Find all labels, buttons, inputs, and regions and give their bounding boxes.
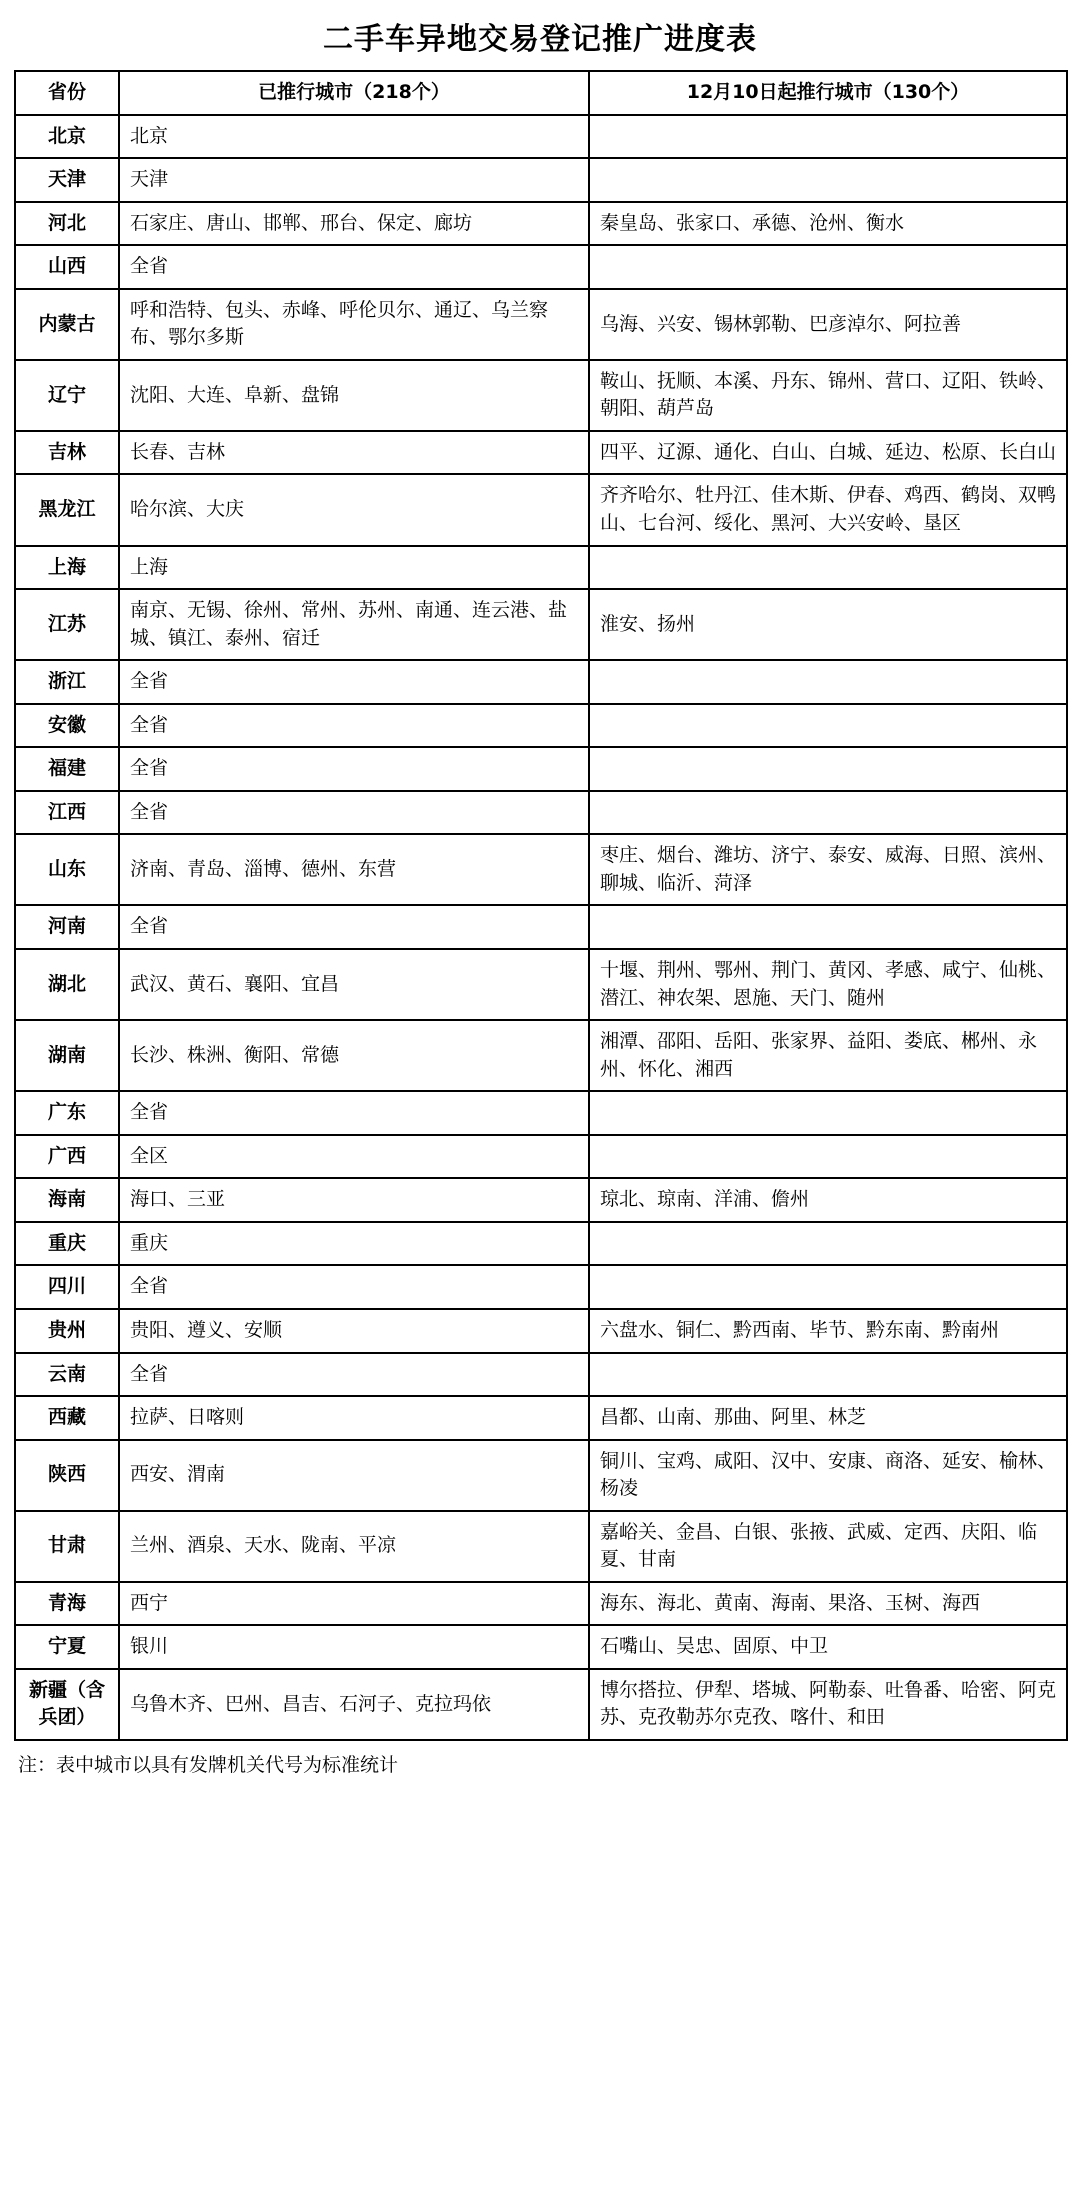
table-row bbox=[15, 546, 1067, 590]
cell-upcoming-cities: 鞍山、抚顺、本溪、丹东、锦州、营口、辽阳、铁岭、朝阳、葫芦岛 bbox=[589, 360, 1067, 431]
cell-province: 内蒙古 bbox=[15, 289, 119, 360]
table-row bbox=[15, 1020, 1067, 1091]
table-row bbox=[15, 1353, 1067, 1397]
cell-done-cities: 沈阳、大连、阜新、盘锦 bbox=[119, 360, 589, 431]
cell-upcoming-cities: 铜川、宝鸡、咸阳、汉中、安康、商洛、延安、榆林、杨凌 bbox=[589, 1440, 1067, 1511]
cell-done-cities: 海口、三亚 bbox=[119, 1178, 589, 1222]
progress-table bbox=[14, 70, 1068, 1741]
cell-upcoming-cities bbox=[589, 1222, 1067, 1266]
table-row bbox=[15, 474, 1067, 545]
table-row bbox=[15, 1222, 1067, 1266]
column-header-province: 省份 bbox=[15, 71, 119, 115]
cell-done-cities: 哈尔滨、大庆 bbox=[119, 474, 589, 545]
table-row bbox=[15, 704, 1067, 748]
cell-done-cities: 贵阳、遵义、安顺 bbox=[119, 1309, 589, 1353]
cell-province: 广东 bbox=[15, 1091, 119, 1135]
cell-done-cities: 武汉、黄石、襄阳、宜昌 bbox=[119, 949, 589, 1020]
table-row bbox=[15, 589, 1067, 660]
table-row bbox=[15, 1440, 1067, 1511]
cell-province: 云南 bbox=[15, 1353, 119, 1397]
cell-province: 山东 bbox=[15, 834, 119, 905]
cell-done-cities: 呼和浩特、包头、赤峰、呼伦贝尔、通辽、乌兰察布、鄂尔多斯 bbox=[119, 289, 589, 360]
table-row bbox=[15, 1582, 1067, 1626]
cell-province: 青海 bbox=[15, 1582, 119, 1626]
column-header-done-cities: 已推行城市（218个） bbox=[119, 71, 589, 115]
table-row bbox=[15, 905, 1067, 949]
table-row bbox=[15, 289, 1067, 360]
table-row bbox=[15, 1309, 1067, 1353]
table-header-row bbox=[15, 71, 1067, 115]
cell-upcoming-cities bbox=[589, 905, 1067, 949]
table-note: 注：表中城市以具有发牌机关代号为标准统计 bbox=[18, 1753, 399, 1776]
cell-upcoming-cities: 枣庄、烟台、潍坊、济宁、泰安、威海、日照、滨州、聊城、临沂、菏泽 bbox=[589, 834, 1067, 905]
cell-done-cities: 乌鲁木齐、巴州、昌吉、石河子、克拉玛依 bbox=[119, 1669, 589, 1740]
cell-upcoming-cities bbox=[589, 1135, 1067, 1179]
cell-upcoming-cities bbox=[589, 1265, 1067, 1309]
cell-province: 新疆（含兵团） bbox=[15, 1669, 119, 1740]
cell-done-cities: 长沙、株洲、衡阳、常德 bbox=[119, 1020, 589, 1091]
cell-province: 山西 bbox=[15, 245, 119, 289]
cell-province: 海南 bbox=[15, 1178, 119, 1222]
cell-upcoming-cities: 六盘水、铜仁、黔西南、毕节、黔东南、黔南州 bbox=[589, 1309, 1067, 1353]
cell-upcoming-cities: 昌都、山南、那曲、阿里、林芝 bbox=[589, 1396, 1067, 1440]
table-row bbox=[15, 1178, 1067, 1222]
table-body bbox=[15, 115, 1067, 1740]
cell-upcoming-cities: 齐齐哈尔、牡丹江、佳木斯、伊春、鸡西、鹤岗、双鸭山、七台河、绥化、黑河、大兴安岭、垦区 bbox=[589, 474, 1067, 545]
cell-province: 湖北 bbox=[15, 949, 119, 1020]
table-row bbox=[15, 202, 1067, 246]
cell-province: 江苏 bbox=[15, 589, 119, 660]
cell-upcoming-cities bbox=[589, 747, 1067, 791]
column-header-upcoming-cities: 12月10日起推行城市（130个） bbox=[589, 71, 1067, 115]
table-row bbox=[15, 1396, 1067, 1440]
cell-done-cities: 石家庄、唐山、邯郸、邢台、保定、廊坊 bbox=[119, 202, 589, 246]
table-row bbox=[15, 834, 1067, 905]
cell-done-cities: 银川 bbox=[119, 1625, 589, 1669]
cell-upcoming-cities: 嘉峪关、金昌、白银、张掖、武威、定西、庆阳、临夏、甘南 bbox=[589, 1511, 1067, 1582]
table-row bbox=[15, 1669, 1067, 1740]
cell-province: 宁夏 bbox=[15, 1625, 119, 1669]
cell-done-cities: 西宁 bbox=[119, 1582, 589, 1626]
table-row bbox=[15, 360, 1067, 431]
cell-upcoming-cities: 石嘴山、吴忠、固原、中卫 bbox=[589, 1625, 1067, 1669]
table-row bbox=[15, 1625, 1067, 1669]
cell-done-cities: 重庆 bbox=[119, 1222, 589, 1266]
cell-done-cities: 南京、无锡、徐州、常州、苏州、南通、连云港、盐城、镇江、泰州、宿迁 bbox=[119, 589, 589, 660]
cell-done-cities: 拉萨、日喀则 bbox=[119, 1396, 589, 1440]
cell-province: 浙江 bbox=[15, 660, 119, 704]
cell-upcoming-cities bbox=[589, 115, 1067, 159]
cell-upcoming-cities: 十堰、荆州、鄂州、荆门、黄冈、孝感、咸宁、仙桃、潜江、神农架、恩施、天门、随州 bbox=[589, 949, 1067, 1020]
table-row bbox=[15, 431, 1067, 475]
table-row bbox=[15, 1265, 1067, 1309]
cell-province: 福建 bbox=[15, 747, 119, 791]
cell-province: 四川 bbox=[15, 1265, 119, 1309]
cell-done-cities: 全区 bbox=[119, 1135, 589, 1179]
cell-done-cities: 全省 bbox=[119, 704, 589, 748]
page-title: 二手车异地交易登记推广进度表 bbox=[323, 22, 757, 57]
cell-province: 上海 bbox=[15, 546, 119, 590]
cell-upcoming-cities bbox=[589, 791, 1067, 835]
cell-province: 河北 bbox=[15, 202, 119, 246]
table-row bbox=[15, 245, 1067, 289]
table-row bbox=[15, 1511, 1067, 1582]
cell-province: 广西 bbox=[15, 1135, 119, 1179]
cell-province: 陕西 bbox=[15, 1440, 119, 1511]
cell-done-cities: 全省 bbox=[119, 1353, 589, 1397]
table-row bbox=[15, 1091, 1067, 1135]
cell-done-cities: 西安、渭南 bbox=[119, 1440, 589, 1511]
cell-upcoming-cities: 琼北、琼南、洋浦、儋州 bbox=[589, 1178, 1067, 1222]
cell-upcoming-cities bbox=[589, 660, 1067, 704]
cell-province: 贵州 bbox=[15, 1309, 119, 1353]
cell-upcoming-cities: 海东、海北、黄南、海南、果洛、玉树、海西 bbox=[589, 1582, 1067, 1626]
cell-upcoming-cities: 淮安、扬州 bbox=[589, 589, 1067, 660]
table-row bbox=[15, 747, 1067, 791]
cell-province: 安徽 bbox=[15, 704, 119, 748]
cell-done-cities: 全省 bbox=[119, 905, 589, 949]
cell-upcoming-cities bbox=[589, 546, 1067, 590]
table-row bbox=[15, 949, 1067, 1020]
cell-done-cities: 济南、青岛、淄博、德州、东营 bbox=[119, 834, 589, 905]
cell-done-cities: 兰州、酒泉、天水、陇南、平凉 bbox=[119, 1511, 589, 1582]
table-row bbox=[15, 660, 1067, 704]
cell-province: 河南 bbox=[15, 905, 119, 949]
cell-upcoming-cities bbox=[589, 158, 1067, 202]
table-row bbox=[15, 791, 1067, 835]
cell-done-cities: 全省 bbox=[119, 245, 589, 289]
cell-province: 西藏 bbox=[15, 1396, 119, 1440]
cell-done-cities: 长春、吉林 bbox=[119, 431, 589, 475]
cell-upcoming-cities: 博尔搭拉、伊犁、塔城、阿勒泰、吐鲁番、哈密、阿克苏、克孜勒苏尔克孜、喀什、和田 bbox=[589, 1669, 1067, 1740]
cell-province: 北京 bbox=[15, 115, 119, 159]
cell-province: 江西 bbox=[15, 791, 119, 835]
cell-upcoming-cities bbox=[589, 245, 1067, 289]
cell-done-cities: 全省 bbox=[119, 1265, 589, 1309]
cell-province: 甘肃 bbox=[15, 1511, 119, 1582]
cell-province: 重庆 bbox=[15, 1222, 119, 1266]
cell-done-cities: 上海 bbox=[119, 546, 589, 590]
cell-upcoming-cities: 秦皇岛、张家口、承德、沧州、衡水 bbox=[589, 202, 1067, 246]
cell-done-cities: 天津 bbox=[119, 158, 589, 202]
cell-done-cities: 全省 bbox=[119, 747, 589, 791]
cell-upcoming-cities: 乌海、兴安、锡林郭勒、巴彦淖尔、阿拉善 bbox=[589, 289, 1067, 360]
cell-upcoming-cities bbox=[589, 704, 1067, 748]
cell-done-cities: 北京 bbox=[119, 115, 589, 159]
cell-upcoming-cities bbox=[589, 1091, 1067, 1135]
cell-province: 吉林 bbox=[15, 431, 119, 475]
cell-province: 湖南 bbox=[15, 1020, 119, 1091]
table-header bbox=[15, 71, 1067, 115]
cell-upcoming-cities: 湘潭、邵阳、岳阳、张家界、益阳、娄底、郴州、永州、怀化、湘西 bbox=[589, 1020, 1067, 1091]
cell-province: 辽宁 bbox=[15, 360, 119, 431]
cell-upcoming-cities: 四平、辽源、通化、白山、白城、延边、松原、长白山 bbox=[589, 431, 1067, 475]
cell-province: 天津 bbox=[15, 158, 119, 202]
cell-done-cities: 全省 bbox=[119, 660, 589, 704]
cell-province: 黑龙江 bbox=[15, 474, 119, 545]
cell-done-cities: 全省 bbox=[119, 1091, 589, 1135]
cell-done-cities: 全省 bbox=[119, 791, 589, 835]
table-row bbox=[15, 1135, 1067, 1179]
table-row bbox=[15, 115, 1067, 159]
cell-upcoming-cities bbox=[589, 1353, 1067, 1397]
table-row bbox=[15, 158, 1067, 202]
